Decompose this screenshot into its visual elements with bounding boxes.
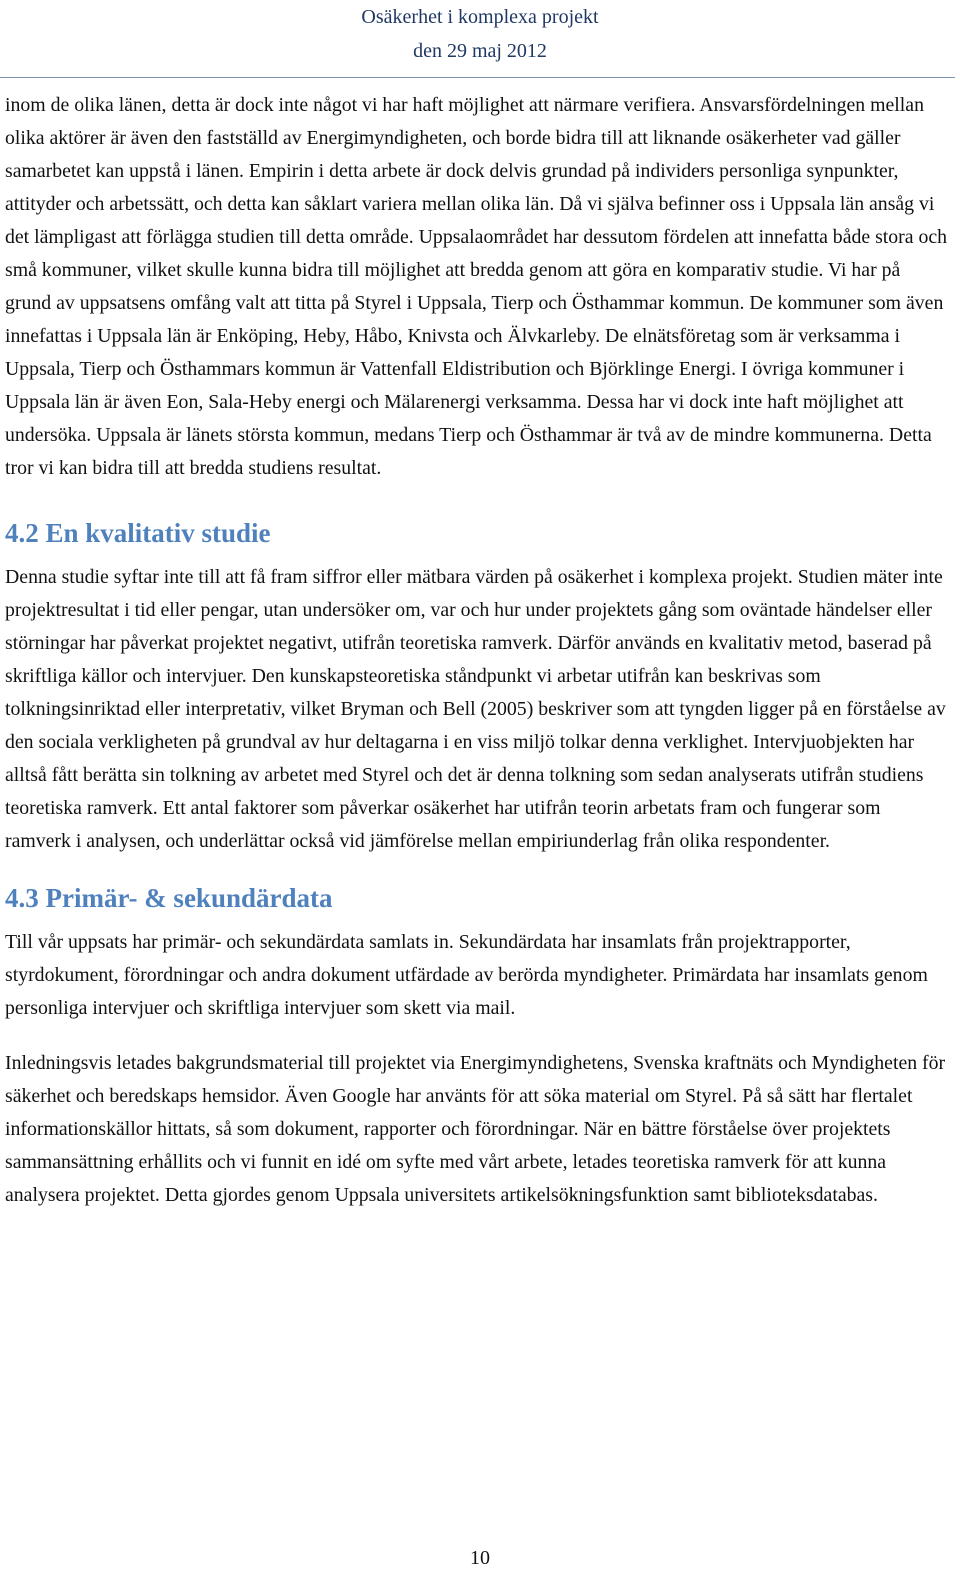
document-title: Osäkerhet i komplexa projekt [361, 6, 599, 28]
section-heading-4-3: 4.3 Primär- & sekundärdata [5, 883, 333, 913]
document-date: den 29 maj 2012 [413, 40, 547, 62]
page-header [0, 0, 960, 68]
section-4-3-paragraph-1: Till vår uppsats har primär- och sekundärdata samlats in. Sekundärdata har insamlats från projektrapporter, styrdokument, förordningar och andra dokument utfärdade av berörda myndigheter. Primärdata har insamlats genom personliga intervjuer och skriftliga intervjuer som skett via mail. [5, 931, 928, 1019]
section-heading-4-2: 4.2 En kvalitativ studie [5, 518, 271, 548]
page-body [5, 89, 950, 1212]
page-number: 10 [470, 1547, 490, 1569]
intro-paragraph: inom de olika länen, detta är dock inte något vi har haft möjlighet att närmare verifiera. Ansvarsfördelningen mellan olika aktörer är även den fastställd av Energimyndigheten, och borde bidra till att liknande osäkerheter vad gäller samarbetet kan uppstå i länen. Empirin i detta arbete är dock delvis grundad på individers personliga synpunkter, attityder och arbetssätt, och detta kan såklart variera mellan olika län. Då vi själva befinner oss i Uppsala län ansåg vi det lämpligast att förlägga studien till detta område. Uppsalaområdet har dessutom fördelen att innefatta både stora och små kommuner, vilket skulle kunna bidra till möjlighet att bredda genom att göra en komparativ studie. Vi har på grund av uppsatsens omfång valt att titta på Styrel i Uppsala, Tierp och Östhammar kommun. De kommuner som även innefattas i Uppsala län är Enköping, Heby, Håbo, Knivsta och Älvkarleby. De elnätsföretag som är verksamma i Uppsala, Tierp och Östhammars kommun är Vattenfall Eldistribution och Björklinge Energi. I övriga kommuner i Uppsala län är även Eon, Sala-Heby energi och Mälarenergi verksamma. Dessa har vi dock inte haft möjlighet att undersöka. Uppsala är länets största kommun, medans Tierp och Östhammar är två av de mindre kommunerna. Detta tror vi kan bidra till att bredda studiens resultat. [5, 94, 948, 479]
section-4-2-paragraph: Denna studie syftar inte till att få fram siffror eller mätbara värden på osäkerhet i komplexa projekt. Studien mäter inte projektresultat i tid eller pengar, utan undersöker om, var och hur under projektets gång som oväntade händelser eller störningar har påverkat projektet negativt, utifrån teoretiska ramverk. Därför används en kvalitativ metod, baserad på skriftliga källor och intervjuer. Den kunskapsteoretiska ståndpunkt vi arbetar utifrån kan beskrivas som tolkningsinriktad eller interpretativ, vilket Bryman och Bell (2005) beskriver som att tyngden ligger på en förståelse av den sociala verkligheten på grundval av hur deltagarna i en viss miljö tolkar denna verklighet. Intervjuobjekten har alltså fått berätta sin tolkning av arbetet med Styrel och det är denna tolkning som sedan analyserats utifrån studiens teoretiska ramverk. Ett antal faktorer som påverkar osäkerhet har utifrån teorin arbetats fram och fungerar som ramverk i analysen, och underlättar också vid jämförelse mellan empiriunderlag från olika respondenter. [5, 566, 946, 852]
section-4-3-paragraph-2: Inledningsvis letades bakgrundsmaterial till projektet via Energimyndighetens, Svenska kraftnäts och Myndigheten för säkerhet och beredskaps hemsidor. Även Google har använts för att söka material om Styrel. På så sätt har flertalet informationskällor hittats, så som dokument, rapporter och förordningar. När en bättre förståelse över projektets sammansättning erhållits och vi funnit en idé om syfte med vårt arbete, letades teoretiska ramverk för att kunna analysera projektet. Detta gjordes genom Uppsala universitets artikelsökningsfunktion samt biblioteksdatabas. [5, 1052, 946, 1206]
header-divider [0, 77, 955, 78]
